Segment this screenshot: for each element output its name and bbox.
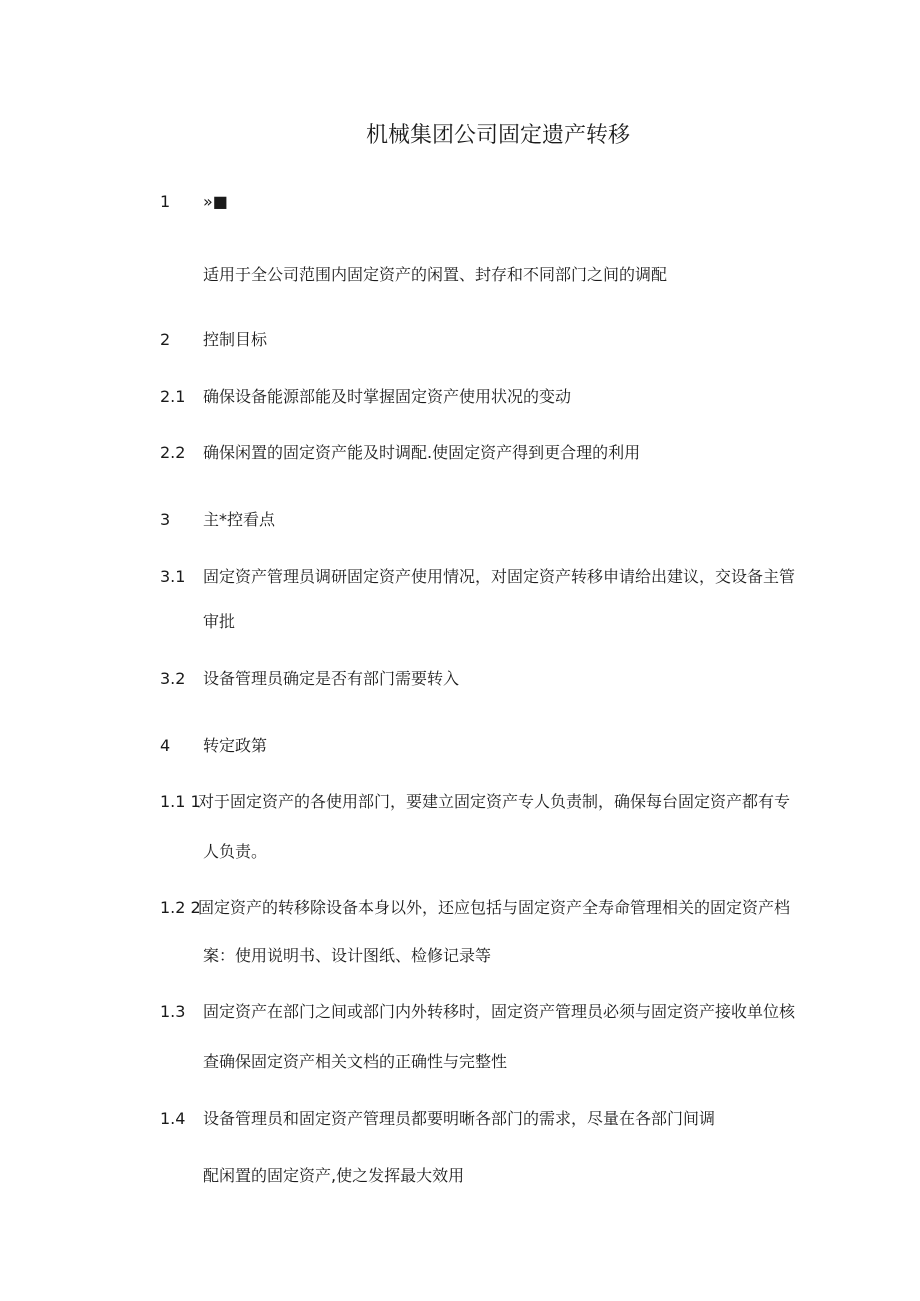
scope-paragraph: 适用于全公司范围内固定资产的闲置、封存和不同部门之间的调配 <box>203 265 668 284</box>
section-4-2-continued: 案：使用说明书、设计图纸、检修记录等 <box>203 946 492 965</box>
section-heading: 控制目标 <box>203 330 268 349</box>
section-number: 2.2 <box>160 443 186 462</box>
section-text: 设备管理员和固定资产管理员都要明晰各部门的需求，尽量在各部门间调 <box>203 1109 716 1128</box>
section-number: 2 <box>160 330 171 349</box>
section-text: 确保设备能源部能及时掌握固定资产使用状况的变动 <box>203 387 572 406</box>
section-number: 2.1 <box>160 387 186 406</box>
section-text: 确保闲置的固定资产能及时调配.使固定资产得到更合理的利用 <box>203 443 641 462</box>
section-text: 固定资产在部门之间或部门内外转移时，固定资产管理员必须与固定资产接收单位核 <box>203 1002 796 1021</box>
section-text: 设备管理员确定是否有部门需要转入 <box>203 669 460 688</box>
section-number: 3.2 <box>160 669 186 688</box>
section-number: 1.3 <box>160 1002 186 1021</box>
section-text: 固定资产管理员调研固定资产使用情况，对固定资产转移申请给出建议，交设备主管 <box>203 567 796 586</box>
section-4-3-continued: 查确保固定资产相关文档的正确性与完整性 <box>203 1052 508 1071</box>
section-heading: 主*控看点 <box>203 510 276 529</box>
section-text: 固定资产的转移除设备本身以外，还应包括与固定资产全寿命管理相关的固定资产档 <box>198 898 791 917</box>
section-text: 对于固定资产的各使用部门，要建立固定资产专人负责制，确保每台固定资产都有专 <box>198 792 791 811</box>
section-number: 3 <box>160 510 171 529</box>
section-3-1-continued: 审批 <box>203 612 236 631</box>
section-number: 1 <box>160 192 171 211</box>
section-number: 1.4 <box>160 1109 186 1128</box>
section-heading: »■ <box>203 192 228 211</box>
section-4-4-continued: 配闲置的固定资产,使之发挥最大效用 <box>203 1166 465 1185</box>
page-title: 机械集团公司固定遗产转移 <box>365 123 630 148</box>
section-number: 4 <box>160 736 171 755</box>
section-number: 1.1 1 <box>160 792 201 811</box>
section-number: 1.2 2 <box>160 898 201 917</box>
section-number: 3.1 <box>160 567 186 586</box>
section-4-1-continued: 人负责。 <box>203 842 268 861</box>
section-heading: 转定政第 <box>203 736 268 755</box>
